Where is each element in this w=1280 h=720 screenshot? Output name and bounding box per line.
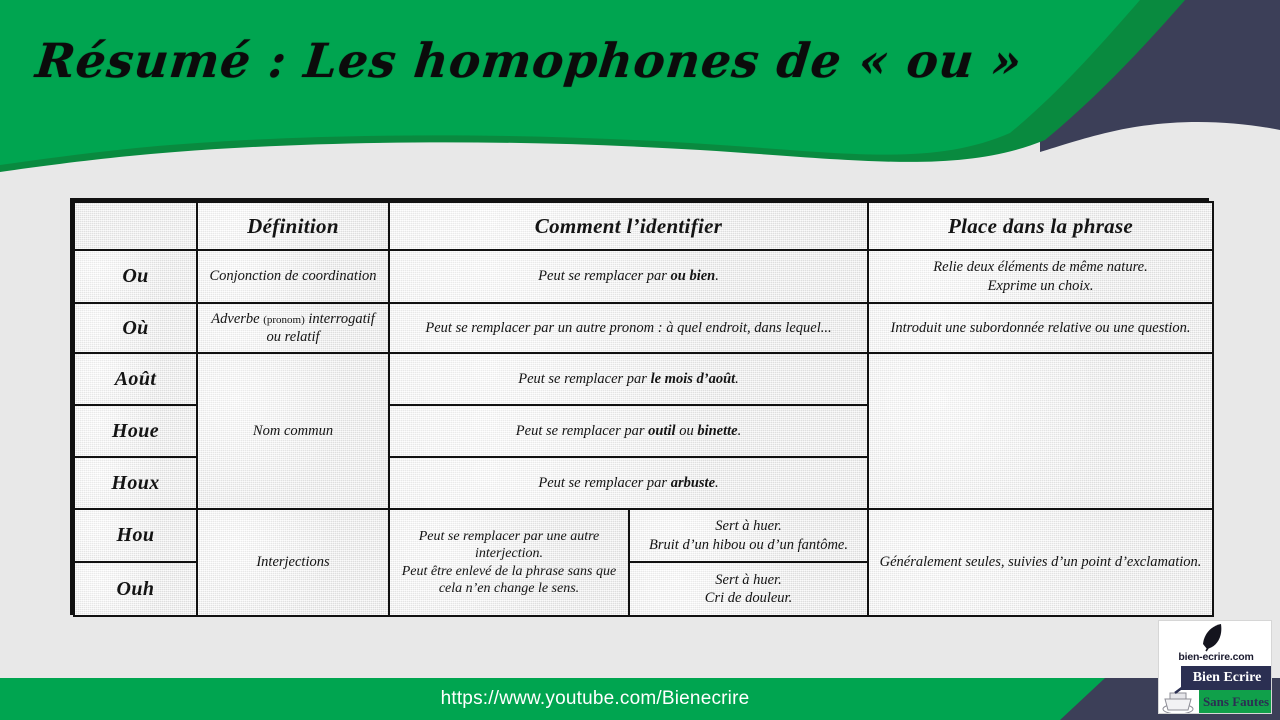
identify-houx-prefix: Peut se remplacer par — [538, 474, 671, 491]
footer-bar — [0, 678, 1280, 720]
place-interjections: Généralement seules, suivies d’un point d’exclamation. — [868, 509, 1213, 616]
logo-line2: Sans Fautes — [1199, 690, 1272, 714]
word-houx: Houx — [74, 457, 197, 509]
word-houe: Houe — [74, 405, 197, 457]
word-ouh: Ouh — [74, 562, 197, 616]
identify-ou-prefix: Peut se remplacer par — [538, 268, 671, 285]
identify-houe-bold2: binette — [697, 422, 738, 439]
identify-houe-prefix: Peut se remplacer par — [515, 422, 649, 439]
definition-ou-accent — [197, 303, 389, 353]
identify-ouh-line2: Cri de douleur. — [704, 590, 793, 606]
identify-hou-line1: Sert à huer. — [715, 518, 782, 535]
word-ou-accent: Où — [74, 303, 197, 353]
footer-url[interactable]: https://www.youtube.com/Bienecrire — [440, 688, 750, 709]
definition-paren: (pronom) — [263, 313, 305, 326]
identify-hou-line2: Bruit d’un hibou ou d’un fantôme. — [649, 536, 848, 553]
definition-part1: Adverbe — [211, 310, 264, 327]
definition-part2: interrogatif ou relatif — [266, 310, 375, 345]
place-ou-accent: Introduit une subordonnée relative ou une question. — [868, 303, 1213, 353]
identify-houx-bold: arbuste — [670, 474, 716, 491]
logo-bien-ecrire[interactable] — [1158, 620, 1272, 714]
logo-line1: Bien Ecrire — [1181, 666, 1272, 690]
identify-interjections-line2: Peut être enlevé de la phrase sans que cela n’en change le sens. — [401, 563, 617, 596]
identify-interjections — [389, 509, 629, 616]
place-nom-commun-empty — [868, 353, 1213, 509]
identify-aout-bold: le mois d’août — [650, 370, 736, 387]
logo-top-section — [1159, 621, 1271, 669]
identify-ou-accent: Peut se remplacer par un autre pronom : à quel endroit, dans lequel... — [389, 303, 868, 353]
page-title: Résumé : Les homophones de « ou » — [33, 34, 1025, 89]
identify-ou-suffix: . — [715, 268, 719, 285]
identify-ou — [389, 250, 868, 303]
feather-icon — [1199, 623, 1225, 653]
place-ou — [868, 250, 1213, 303]
identify-aout-prefix: Peut se remplacer par — [518, 370, 651, 387]
identify-houe-suffix: . — [737, 422, 742, 439]
table-row — [74, 250, 1213, 303]
definition-ou: Conjonction de coordination — [197, 250, 389, 303]
identify-houe-mid: ou — [675, 422, 698, 439]
identify-interjections-line1: Peut se remplacer par une autre interjection. — [418, 528, 600, 561]
identify-aout — [389, 353, 868, 405]
definition-nom-commun: Nom commun — [197, 353, 389, 509]
identify-ouh-detail — [629, 562, 868, 616]
word-hou: Hou — [74, 509, 197, 562]
place-ou-line2: Exprime un choix. — [987, 277, 1094, 294]
table-row — [74, 353, 1213, 405]
word-ou: Ou — [74, 250, 197, 303]
place-ou-line1: Relie deux éléments de même nature. — [933, 259, 1148, 276]
header-identify: Comment l’identifier — [389, 202, 868, 250]
identify-houx — [389, 457, 868, 509]
identify-houx-suffix: . — [715, 474, 719, 491]
table-row — [74, 303, 1213, 353]
table-row — [74, 509, 1213, 562]
identify-ou-bold: ou bien — [670, 268, 716, 285]
identify-houe — [389, 405, 868, 457]
header-place: Place dans la phrase — [868, 202, 1213, 250]
header-empty-corner — [74, 202, 197, 250]
header-banner — [0, 0, 1280, 180]
homophones-table-container — [70, 198, 1209, 615]
definition-interjections: Interjections — [197, 509, 389, 616]
table-header-row — [74, 202, 1213, 250]
identify-hou-detail — [629, 509, 868, 562]
identify-aout-suffix: . — [735, 370, 739, 387]
identify-ouh-line1: Sert à huer. — [715, 571, 782, 588]
identify-houe-bold1: outil — [648, 422, 676, 439]
homophones-table — [73, 201, 1214, 617]
header-shape — [0, 0, 1280, 180]
header-definition: Définition — [197, 202, 389, 250]
logo-domain-text: bien-ecrire.com — [1178, 651, 1254, 663]
word-aout: Août — [74, 353, 197, 405]
